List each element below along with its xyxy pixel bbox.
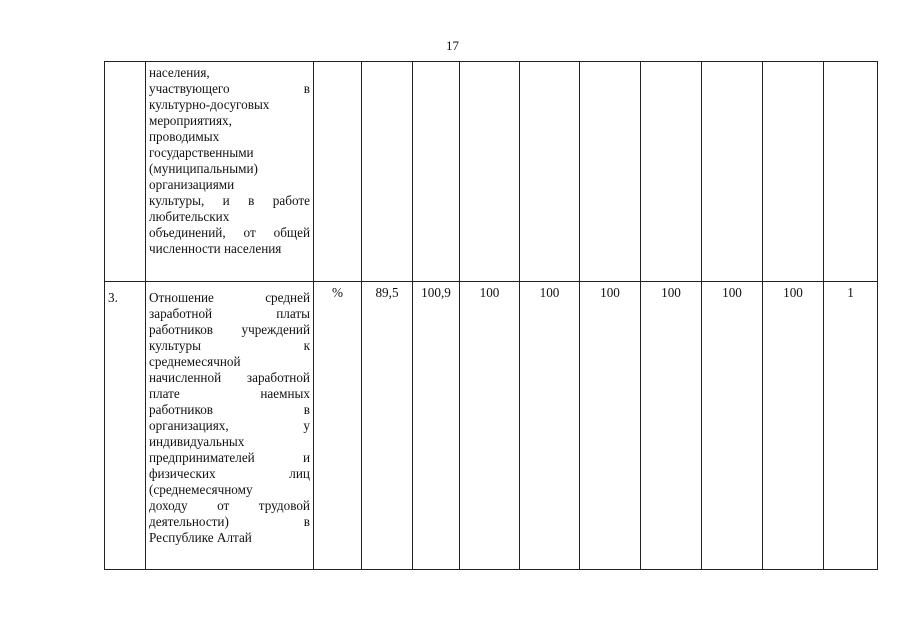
indicator-description-cell: [146, 62, 314, 282]
description-line: организациях, у: [149, 418, 310, 433]
description-line: участвующего в: [149, 81, 310, 96]
description-line: государственными: [149, 145, 254, 160]
description-line: проводимых: [149, 129, 220, 144]
value-cell: [641, 62, 702, 282]
description-line: доходу от трудовой: [149, 498, 310, 513]
description-line: численности населения: [149, 241, 282, 256]
description-line: культуры, и в работе: [149, 193, 310, 208]
description-line: культурно-досуговых: [149, 97, 270, 112]
value-cell: 100: [460, 282, 520, 570]
description-line: работников в: [149, 402, 310, 417]
description-line: работников учреждений: [149, 322, 310, 337]
description-line: заработной платы: [149, 306, 310, 321]
description-line: (муниципальными): [149, 161, 258, 176]
description-line: предпринимателей и: [149, 450, 310, 465]
description-line: индивидуальных: [149, 434, 245, 449]
value-cell: [460, 62, 520, 282]
unit-cell: %: [314, 282, 362, 570]
value-cell: [824, 62, 878, 282]
description-line: любительских: [149, 209, 230, 224]
value-cell: 100: [520, 282, 580, 570]
value-cell: [413, 62, 460, 282]
description-line: мероприятиях,: [149, 113, 232, 128]
value-cell: [580, 62, 641, 282]
value-cell: 1: [824, 282, 878, 570]
description-line: (среднемесячному: [149, 482, 253, 497]
row-index-cell: 3.: [105, 282, 146, 570]
table-row: [105, 62, 878, 282]
value-cell: 100: [702, 282, 763, 570]
description-line: начисленной заработной: [149, 370, 310, 385]
value-cell: 100: [580, 282, 641, 570]
value-cell: 100: [641, 282, 702, 570]
description-line: физических лиц: [149, 466, 310, 481]
value-cell: 100: [763, 282, 824, 570]
value-cell: [763, 62, 824, 282]
description-line: плате наемных: [149, 386, 310, 401]
unit-cell: [314, 62, 362, 282]
description-line: среднемесячной: [149, 354, 241, 369]
indicator-table: [104, 61, 878, 570]
value-cell: [702, 62, 763, 282]
value-cell: [362, 62, 413, 282]
description-line: деятельности) в: [149, 514, 310, 529]
description-line: Отношение средней: [149, 290, 310, 305]
table-row: [105, 282, 878, 570]
description-line: Республике Алтай: [149, 530, 252, 545]
value-cell: 100,9: [413, 282, 460, 570]
value-cell: [520, 62, 580, 282]
description-line: организациями: [149, 177, 235, 192]
row-index-cell: [105, 62, 146, 282]
description-line: объединений, от общей: [149, 225, 310, 240]
page-number: 17: [446, 38, 459, 53]
description-line: культуры к: [149, 338, 310, 353]
indicator-description-cell: [146, 282, 314, 570]
description-line: населения,: [149, 65, 210, 80]
value-cell: 89,5: [362, 282, 413, 570]
